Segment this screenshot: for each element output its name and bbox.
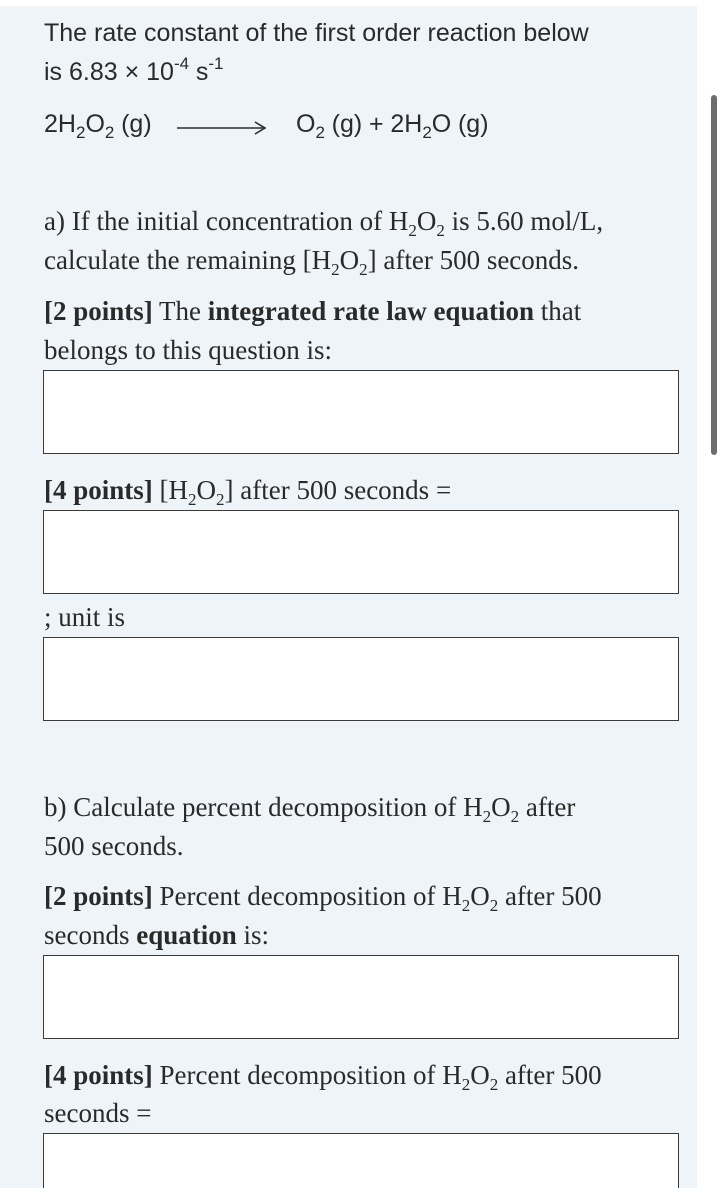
part-b-line-1: b) Calculate percent decomposition of $H_2O_2$ after [44,792,576,826]
concentration-answer-input[interactable] [43,510,679,594]
integrated-rate-law-answer-input[interactable] [43,370,679,454]
part-b-q2-line-1: [4 points] Percent decomposition of $H_2O_2$ after 500 [44,1060,602,1094]
part-b-q1-line-1: [2 points] Percent decomposition of $H_2O_2$ after 500 [44,881,602,915]
part-a-q1-line-1: [2 points] The integrated rate law equation that [44,296,582,326]
intro-line-2: is $6.83 \times 10^{-4}$ $s^{-1}$ [44,54,224,86]
intro-line-1: The rate constant of the first order reaction below [44,19,589,47]
reaction-reactant: $2H_2O_2$ (g) [44,110,152,142]
percent-decomposition-answer-input[interactable] [43,1133,679,1188]
reaction-arrow-icon [177,121,267,135]
part-a-q2-label: [4 points] $[H_2O_2]$ after 500 seconds = [44,475,452,509]
unit-answer-input[interactable] [43,637,679,721]
part-a-q1-line-2: belongs to this question is: [44,335,333,365]
percent-decomposition-equation-input[interactable] [43,955,679,1039]
reaction-products: $O_2$ $(g) + 2H_2O$ (g) [296,110,489,142]
part-a-line-1: a) If the initial concentration of $H_2O_2$ is 5.60 mol/L, [44,206,604,240]
unit-label: ; unit is [44,602,126,632]
scrollbar-thumb[interactable] [711,95,717,455]
part-b-q1-line-2: seconds equation is: [44,920,270,950]
part-b-line-2: 500 seconds. [44,831,184,861]
part-a-line-2: calculate the remaining $[H_2O_2]$ after 500 seconds. [44,245,580,279]
part-b-q2-line-2: seconds = [44,1098,152,1128]
